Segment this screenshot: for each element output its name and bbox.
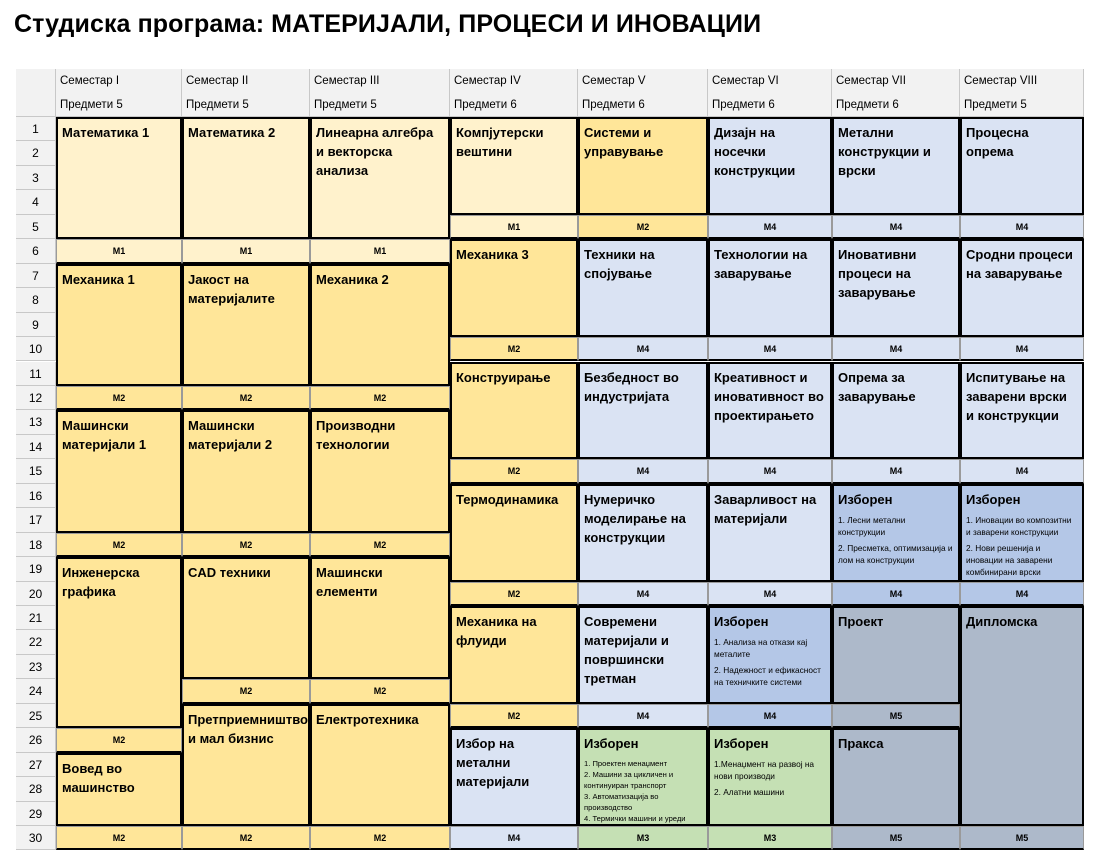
course-code: M2	[450, 704, 578, 728]
course-title: Производни технологии	[316, 418, 396, 453]
semester-name: Семестар III	[314, 75, 380, 87]
course-block[interactable]	[310, 117, 450, 239]
course-block[interactable]	[450, 117, 578, 215]
course-block[interactable]	[578, 606, 708, 704]
course-title: Изборен	[714, 614, 769, 629]
semester-header	[450, 69, 578, 117]
course-code: M4	[578, 459, 708, 483]
course-block[interactable]	[56, 264, 182, 386]
course-code: M5	[832, 704, 960, 728]
semester-header	[708, 69, 832, 117]
row-number: 22	[16, 630, 56, 654]
elective-options	[838, 514, 954, 566]
course-block[interactable]	[832, 239, 960, 337]
elective-option: 2. Алатни машини	[714, 787, 785, 798]
course-code: M4	[708, 337, 832, 361]
course-code: M4	[832, 459, 960, 483]
row-number: 29	[16, 802, 56, 826]
row-number: 15	[16, 459, 56, 483]
row-number: 2	[16, 141, 56, 165]
course-block[interactable]	[310, 557, 450, 679]
course-code: M2	[56, 826, 182, 850]
course-code: M5	[960, 826, 1084, 850]
course-code: M4	[708, 215, 832, 239]
course-code: M1	[310, 239, 450, 263]
course-block[interactable]	[182, 557, 310, 679]
row-number: 13	[16, 410, 56, 434]
course-title: Механика на флуиди	[456, 614, 537, 648]
course-title: Компјутерски вештини	[456, 125, 544, 159]
row-number: 9	[16, 313, 56, 337]
course-code: M4	[708, 459, 832, 483]
subject-count: Предмети 6	[454, 99, 517, 111]
course-title: Проект	[838, 614, 884, 629]
course-title: Конструирање	[456, 369, 551, 385]
course-title: Технологии на заварување	[714, 247, 808, 282]
course-code: M4	[578, 582, 708, 606]
course-code: M4	[960, 215, 1084, 239]
row-number: 21	[16, 606, 56, 630]
course-block[interactable]	[56, 410, 182, 532]
row-number: 5	[16, 215, 56, 239]
course-block[interactable]	[578, 239, 708, 337]
corner-cell	[16, 69, 56, 117]
course-title: Машински елементи	[316, 565, 383, 600]
course-block[interactable]	[310, 704, 450, 826]
course-block[interactable]	[450, 728, 578, 826]
row-number: 7	[16, 264, 56, 288]
row-number: 27	[16, 753, 56, 777]
course-title: Машински материјали 1	[62, 418, 147, 453]
course-title: Безбедност во индустријата	[584, 369, 679, 404]
course-code: M4	[832, 337, 960, 361]
course-block[interactable]	[182, 704, 310, 826]
course-title: Техники на спојување	[584, 247, 655, 282]
course-code: M2	[182, 533, 310, 557]
course-code: M5	[832, 826, 960, 850]
course-block[interactable]	[832, 484, 960, 582]
course-title: Изборен	[584, 736, 639, 752]
course-block[interactable]	[832, 728, 960, 826]
semester-name: Семестар V	[582, 75, 646, 87]
row-number: 4	[16, 190, 56, 214]
course-block[interactable]	[832, 606, 960, 704]
page-title: Студиска програма: МАТЕРИЈАЛИ, ПРОЦЕСИ И ИНОВАЦИИ	[14, 10, 762, 38]
course-code: M2	[182, 679, 310, 703]
course-title: Процесна опрема	[966, 125, 1029, 159]
row-number: 10	[16, 337, 56, 361]
elective-option: 1. Проектен менаџмент	[584, 759, 668, 769]
subject-count: Предмети 5	[964, 99, 1027, 111]
course-title: Заварливост на материјали	[714, 491, 817, 526]
course-block[interactable]	[832, 117, 960, 215]
course-title: Машински материјали 2	[188, 418, 273, 453]
subject-count: Предмети 6	[712, 99, 775, 111]
course-block[interactable]	[960, 117, 1084, 215]
course-block[interactable]	[708, 484, 832, 582]
course-block[interactable]	[960, 606, 1084, 826]
elective-option: 4. Термички машини и уреди	[584, 814, 686, 824]
semester-name: Семестар I	[60, 75, 120, 87]
course-code: M4	[578, 704, 708, 728]
course-title: Дипломска	[966, 614, 1038, 629]
course-title: Математика 1	[62, 125, 150, 140]
elective-option: 1. Лесни метални конструкции	[838, 514, 906, 537]
course-title: CAD техники	[188, 565, 271, 581]
course-block[interactable]	[708, 117, 832, 215]
course-block[interactable]	[56, 557, 182, 728]
course-code: M4	[708, 704, 832, 728]
semester-name: Семестар VII	[836, 75, 906, 87]
subject-count: Предмети 6	[582, 99, 645, 111]
course-title: Механика 1	[62, 271, 135, 287]
course-block[interactable]	[450, 484, 578, 582]
course-block[interactable]	[182, 264, 310, 386]
course-code: M2	[578, 215, 708, 239]
course-block[interactable]	[578, 117, 708, 215]
course-code: M1	[56, 239, 182, 263]
semester-name: Семестар II	[186, 75, 249, 87]
row-number: 12	[16, 386, 56, 410]
course-block[interactable]	[960, 362, 1084, 460]
course-title: Пракса	[838, 736, 884, 752]
course-block[interactable]	[960, 239, 1084, 337]
course-block[interactable]	[708, 606, 832, 704]
subject-count: Предмети 5	[186, 99, 249, 111]
course-code: M4	[450, 826, 578, 850]
row-number: 14	[16, 435, 56, 459]
course-code: M2	[56, 533, 182, 557]
row-number: 16	[16, 484, 56, 508]
course-code: M4	[960, 582, 1084, 606]
row-number: 19	[16, 557, 56, 581]
course-code: M2	[310, 386, 450, 410]
course-block[interactable]	[960, 484, 1084, 582]
row-number: 11	[16, 362, 56, 386]
course-title: Изборен	[838, 491, 893, 507]
course-title: Линеарна алгебра и векторска анализа	[316, 125, 434, 178]
course-code: M1	[182, 239, 310, 263]
course-title: Избор на метални материјали	[456, 736, 530, 790]
semester-name: Семестар VI	[712, 75, 779, 87]
course-title: Инженерска графика	[62, 565, 140, 600]
row-number: 28	[16, 777, 56, 801]
course-code: M2	[310, 826, 450, 850]
elective-options	[714, 758, 826, 798]
course-code: M2	[182, 826, 310, 850]
course-code: M2	[310, 533, 450, 557]
course-title: Термодинамика	[456, 491, 559, 507]
course-code: M4	[578, 337, 708, 361]
row-number: 23	[16, 655, 56, 679]
course-block[interactable]	[182, 117, 310, 239]
course-title: Изборен	[966, 491, 1021, 507]
semester-header	[832, 69, 960, 117]
subject-count: Предмети 5	[60, 99, 123, 111]
elective-option: 2. Пресметка, оптимизација и лом на конструкции	[838, 542, 953, 565]
course-title: Дизајн на носечки конструкции	[714, 125, 796, 178]
course-block[interactable]	[832, 362, 960, 460]
row-number: 25	[16, 704, 56, 728]
row-number: 3	[16, 166, 56, 190]
row-number: 6	[16, 239, 56, 263]
course-code: M2	[450, 582, 578, 606]
course-title: Метални конструкции и врски	[838, 125, 931, 178]
course-block[interactable]	[450, 606, 578, 704]
row-number: 24	[16, 679, 56, 703]
course-code: M2	[450, 337, 578, 361]
course-block[interactable]	[310, 410, 450, 532]
course-title: Сродни процеси на заварување	[966, 247, 1073, 282]
course-title: Вовед во машинство	[62, 760, 135, 795]
semester-header	[56, 69, 182, 117]
semester-name: Семестар VIII	[964, 75, 1038, 87]
course-title: Претприемништво и мал бизнис	[188, 711, 308, 746]
course-code: M2	[182, 386, 310, 410]
row-number: 20	[16, 582, 56, 606]
course-code: M2	[56, 728, 182, 752]
course-title: Креативност и иновативност во проектирањето	[714, 369, 824, 423]
elective-option: 1. Иновации во композитни и заварени конструкции	[966, 514, 1072, 537]
semester-header	[960, 69, 1084, 117]
elective-option: 2. Нови решенија и иновации на заварени комбинирани врски	[966, 542, 1053, 577]
course-title: Механика 3	[456, 247, 529, 263]
course-title: Механика 2	[316, 271, 389, 287]
course-title: Испитување на заварени врски и конструкции	[966, 369, 1067, 423]
course-block[interactable]	[578, 362, 708, 460]
course-code: M2	[450, 459, 578, 483]
course-block[interactable]	[310, 264, 450, 386]
semester-header	[310, 69, 450, 117]
row-number: 17	[16, 508, 56, 532]
elective-option: 3. Автоматизација во производство	[584, 792, 659, 813]
course-code: M1	[450, 215, 578, 239]
course-code: M4	[832, 582, 960, 606]
course-block[interactable]	[450, 362, 578, 460]
elective-option: 1. Анализа на откази кај металите	[714, 637, 808, 659]
row-number: 8	[16, 288, 56, 312]
course-block[interactable]	[182, 410, 310, 532]
row-number: 30	[16, 826, 56, 850]
semester-header	[182, 69, 310, 117]
course-title: Математика 2	[188, 125, 276, 140]
elective-option: 2. Надежност и ефикасност на техничките системи	[714, 665, 821, 687]
course-block[interactable]	[578, 484, 708, 582]
course-block[interactable]	[450, 239, 578, 337]
course-title: Нумеричко моделирање на конструкции	[584, 491, 686, 545]
course-title: Опрема за заварување	[838, 369, 916, 404]
elective-options	[714, 636, 826, 688]
course-block[interactable]	[578, 728, 708, 826]
semester-name: Семестар IV	[454, 75, 521, 87]
course-code: M4	[832, 215, 960, 239]
course-block[interactable]	[708, 239, 832, 337]
course-title: Современи материјали и површински третман	[584, 614, 669, 686]
subject-count: Предмети 5	[314, 99, 377, 111]
course-title: Електротехника	[316, 711, 419, 727]
course-code: M2	[56, 386, 182, 410]
elective-option: 2. Машини за цикличен и континуиран транспорт	[584, 770, 674, 791]
course-code: M4	[960, 459, 1084, 483]
curriculum-grid	[16, 69, 1084, 851]
course-title: Иновативни процеси на заварување	[838, 247, 917, 301]
course-code: M3	[708, 826, 832, 850]
elective-options	[966, 514, 1078, 578]
course-code: M4	[708, 582, 832, 606]
course-code: M4	[960, 337, 1084, 361]
course-block[interactable]	[56, 753, 182, 826]
course-code: M2	[310, 679, 450, 703]
course-block[interactable]	[708, 728, 832, 826]
course-title: Изборен	[714, 736, 769, 752]
course-block[interactable]	[708, 362, 832, 460]
course-block[interactable]	[56, 117, 182, 239]
row-number: 26	[16, 728, 56, 752]
subject-count: Предмети 6	[836, 99, 899, 111]
semester-header	[578, 69, 708, 117]
course-code: M3	[578, 826, 708, 850]
row-number: 1	[16, 117, 56, 141]
course-title: Јакост на материјалите	[188, 271, 275, 306]
row-number: 18	[16, 533, 56, 557]
elective-option: 1.Менаџмент на развој на нови производи	[714, 759, 815, 782]
course-title: Системи и управување	[584, 125, 664, 159]
